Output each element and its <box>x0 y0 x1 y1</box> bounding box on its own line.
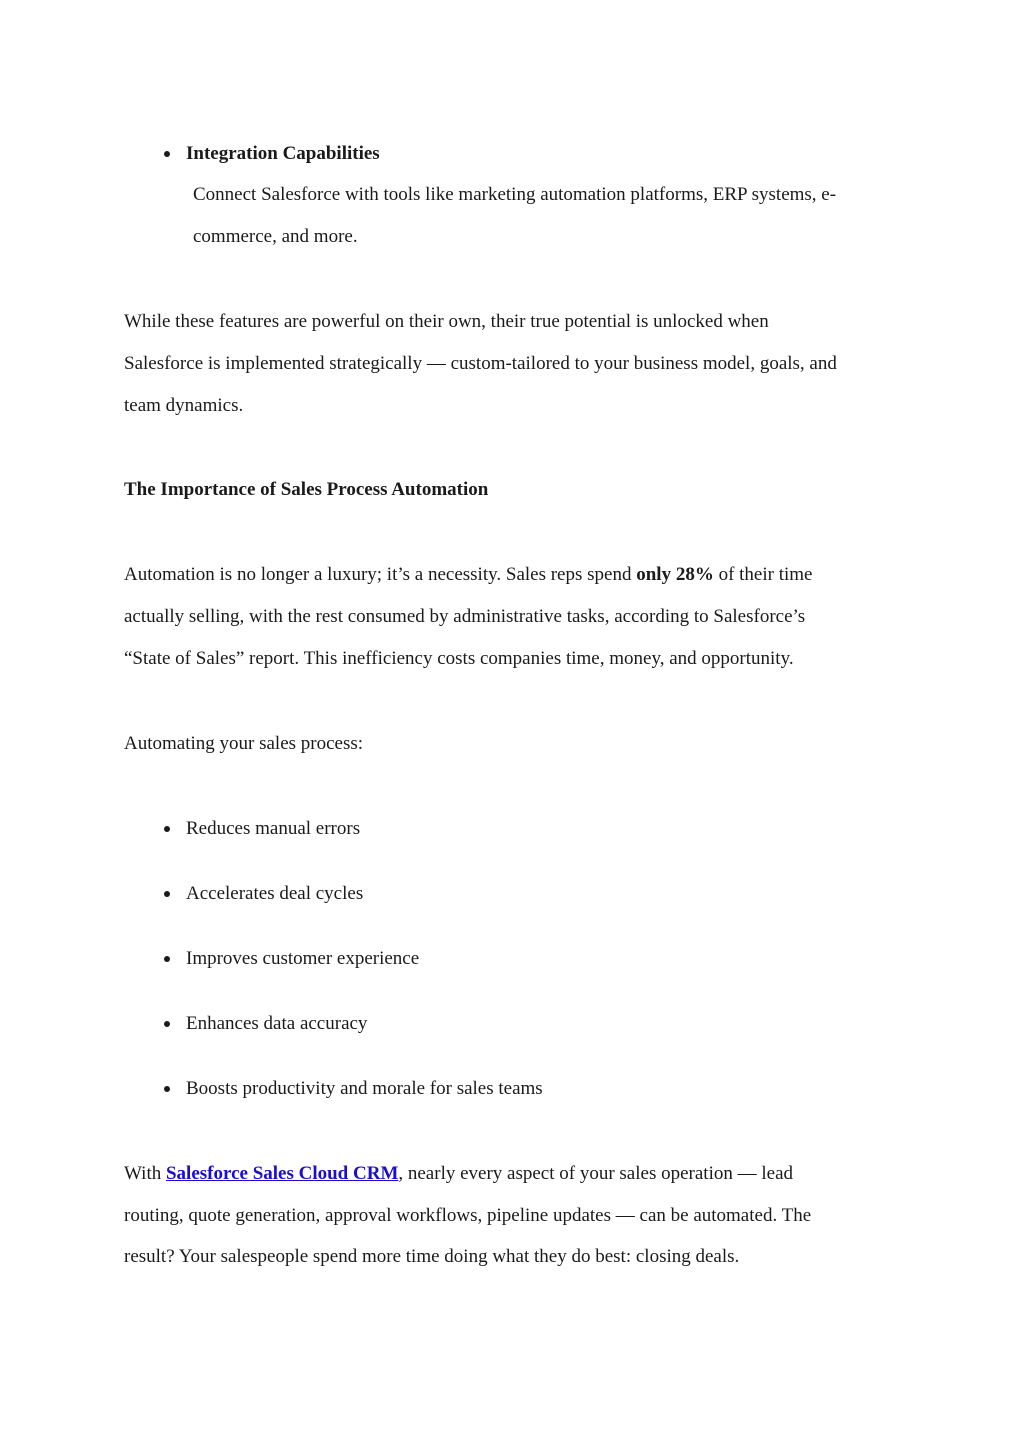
feature-description-line: Connect Salesforce with tools like marketing automation platforms, ERP systems, e- <box>193 184 837 205</box>
bullet-dot <box>164 956 170 962</box>
closing-paragraph-line <box>124 1162 793 1186</box>
closing-paragraph-line: routing, quote generation, approval workflows, pipeline updates — can be automated. The <box>124 1205 812 1226</box>
feature-title: Integration Capabilities <box>186 143 380 164</box>
closing-text: With <box>124 1163 166 1184</box>
list-item: Improves customer experience <box>186 948 420 969</box>
stats-highlight: only 28% <box>636 564 714 585</box>
bullet-dot <box>164 1086 170 1092</box>
bullet-dot <box>164 151 170 157</box>
intro-paragraph-line: Salesforce is implemented strategically — custom-tailored to your business model, goals, and <box>124 353 837 374</box>
closing-text: , nearly every aspect of your sales operation — lead <box>398 1163 793 1184</box>
list-item: Boosts productivity and morale for sales teams <box>186 1078 543 1099</box>
closing-paragraph-line: result? Your salespeople spend more time doing what they do best: closing deals. <box>124 1246 740 1267</box>
bullet-dot <box>164 826 170 832</box>
section-heading: The Importance of Sales Process Automation <box>124 479 489 500</box>
bullet-dot <box>164 1021 170 1027</box>
stats-paragraph-line: “State of Sales” report. This inefficiency costs companies time, money, and opportunity. <box>124 648 794 669</box>
stats-text: Automation is no longer a luxury; it’s a necessity. Sales reps spend <box>124 564 637 585</box>
list-item: Reduces manual errors <box>186 818 361 839</box>
list-item: Enhances data accuracy <box>186 1013 368 1034</box>
stats-text: of their time <box>713 564 813 585</box>
intro-paragraph-line: While these features are powerful on their own, their true potential is unlocked when <box>124 311 769 332</box>
bullet-dot <box>164 891 170 897</box>
salesforce-sales-cloud-link[interactable]: Salesforce Sales Cloud CRM <box>165 1163 399 1184</box>
stats-paragraph-line <box>124 563 813 587</box>
intro-paragraph-line: team dynamics. <box>124 395 244 416</box>
stats-paragraph-line: actually selling, with the rest consumed by administrative tasks, according to Salesforce’s <box>124 606 806 627</box>
list-item: Accelerates deal cycles <box>186 883 364 904</box>
feature-description-line: commerce, and more. <box>193 226 358 247</box>
automating-lead: Automating your sales process: <box>124 733 364 754</box>
